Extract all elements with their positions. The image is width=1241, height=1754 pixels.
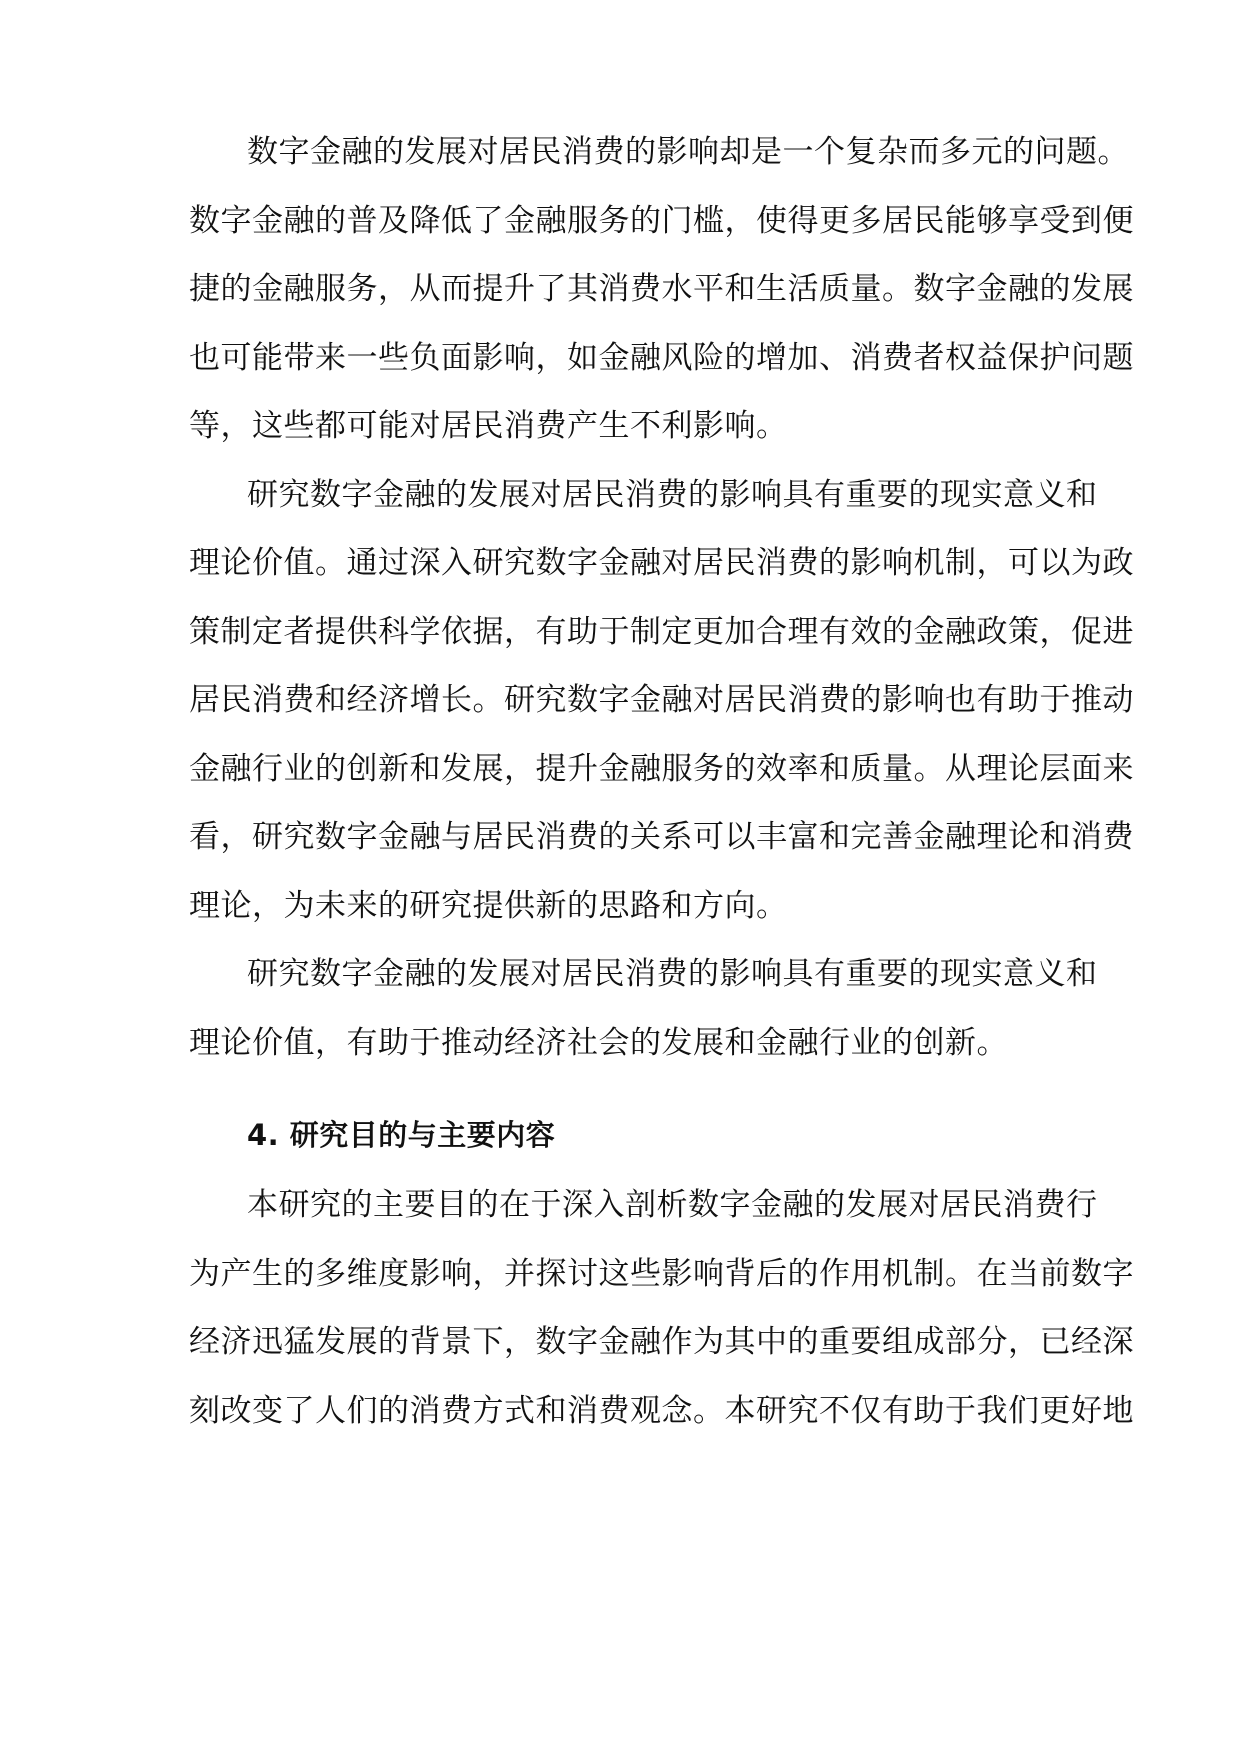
paragraph-1-line-1: 数字金融的发展对居民消费的影响却是一个复杂而多元的问题。 (247, 134, 1129, 170)
paragraph-4-line-3: 经济迅猛发展的背景下，数字金融作为其中的重要组成部分，已经深 (189, 1324, 1134, 1360)
paragraph-1-line-3: 捷的金融服务，从而提升了其消费水平和生活质量。数字金融的发展 (189, 271, 1134, 307)
paragraph-2-line-5: 金融行业的创新和发展，提升金融服务的效率和质量。从理论层面来 (189, 751, 1134, 787)
paragraph-3-line-1: 研究数字金融的发展对居民消费的影响具有重要的现实意义和 (247, 956, 1098, 992)
paragraph-2-line-1: 研究数字金融的发展对居民消费的影响具有重要的现实意义和 (247, 477, 1098, 513)
section-heading: 4. 研究目的与主要内容 (247, 1118, 556, 1152)
paragraph-2-line-7: 理论，为未来的研究提供新的思路和方向。 (189, 888, 788, 924)
paragraph-2-line-3: 策制定者提供科学依据，有助于制定更加合理有效的金融政策，促进 (189, 614, 1134, 650)
paragraph-3-line-2: 理论价值，有助于推动经济社会的发展和金融行业的创新。 (189, 1025, 1008, 1061)
paragraph-1-line-4: 也可能带来一些负面影响，如金融风险的增加、消费者权益保护问题 (189, 340, 1134, 376)
paragraph-2-line-6: 看，研究数字金融与居民消费的关系可以丰富和完善金融理论和消费 (189, 819, 1134, 855)
paragraph-1-line-2: 数字金融的普及降低了金融服务的门槛，使得更多居民能够享受到便 (189, 203, 1134, 239)
paragraph-4-line-4: 刻改变了人们的消费方式和消费观念。本研究不仅有助于我们更好地 (189, 1393, 1134, 1429)
paragraph-4-line-1: 本研究的主要目的在于深入剖析数字金融的发展对居民消费行 (247, 1187, 1098, 1223)
paragraph-2-line-4: 居民消费和经济增长。研究数字金融对居民消费的影响也有助于推动 (189, 682, 1134, 718)
paragraph-1-line-5: 等，这些都可能对居民消费产生不利影响。 (189, 408, 788, 444)
paragraph-4-line-2: 为产生的多维度影响，并探讨这些影响背后的作用机制。在当前数字 (189, 1256, 1134, 1292)
paragraph-2-line-2: 理论价值。通过深入研究数字金融对居民消费的影响机制，可以为政 (189, 545, 1134, 581)
